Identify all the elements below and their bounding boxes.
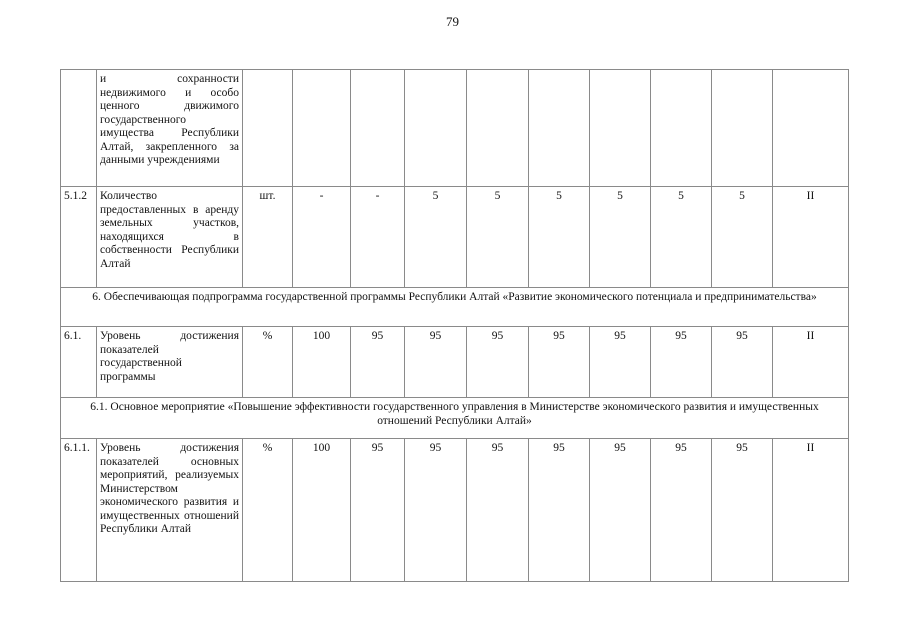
row-number: 5.1.2 xyxy=(61,187,97,288)
table-row xyxy=(61,70,849,187)
value-cell: 100 xyxy=(293,439,351,582)
row-number: 6.1.1. xyxy=(61,439,97,582)
unit-cell: % xyxy=(243,439,293,582)
value-cell: 95 xyxy=(651,439,712,582)
value-cell xyxy=(651,70,712,187)
value-cell xyxy=(405,70,467,187)
value-cell: 100 xyxy=(293,327,351,398)
value-cell: 95 xyxy=(712,439,773,582)
value-cell: 5 xyxy=(590,187,651,288)
section-header: 6. Обеспечивающая подпрограмма государственной программы Республики Алтай «Развитие экономического потенциала и предпринимательства» xyxy=(61,288,849,327)
value-cell xyxy=(351,70,405,187)
value-cell: - xyxy=(293,187,351,288)
value-cell: 95 xyxy=(529,439,590,582)
indicators-table xyxy=(60,69,849,582)
table-row xyxy=(61,398,849,439)
indicator-description: Уровень достижения показателей основных мероприятий, реализуемых Министерством экономического развития и имущественных отношений Республики Алтай xyxy=(97,439,243,582)
table-row xyxy=(61,187,849,288)
value-cell: 95 xyxy=(351,327,405,398)
table-row xyxy=(61,327,849,398)
value-cell: II xyxy=(773,327,849,398)
indicator-description: Количество предоставленных в аренду земельных участков, находящихся в собственности Республики Алтай xyxy=(97,187,243,288)
value-cell xyxy=(293,70,351,187)
value-cell: 95 xyxy=(529,327,590,398)
unit-cell: шт. xyxy=(243,187,293,288)
value-cell: 95 xyxy=(405,327,467,398)
value-cell xyxy=(529,70,590,187)
section-header: 6.1. Основное мероприятие «Повышение эффективности государственного управления в Министерстве экономического развития и имущественных отношений Республики Алтай» xyxy=(61,398,849,439)
value-cell: II xyxy=(773,187,849,288)
value-cell: 5 xyxy=(467,187,529,288)
value-cell: 95 xyxy=(712,327,773,398)
value-cell: 5 xyxy=(405,187,467,288)
value-cell: - xyxy=(351,187,405,288)
value-cell: 95 xyxy=(467,327,529,398)
value-cell xyxy=(773,70,849,187)
value-cell: 95 xyxy=(405,439,467,582)
value-cell: 5 xyxy=(651,187,712,288)
value-cell xyxy=(712,70,773,187)
page-number: 79 xyxy=(446,14,459,29)
row-number xyxy=(61,70,97,187)
value-cell: 95 xyxy=(590,327,651,398)
value-cell xyxy=(467,70,529,187)
value-cell: 5 xyxy=(529,187,590,288)
value-cell: 95 xyxy=(467,439,529,582)
row-number: 6.1. xyxy=(61,327,97,398)
value-cell: 95 xyxy=(590,439,651,582)
indicator-description: и сохранности недвижимого и особо ценного движимого государственного имущества Республики Алтай, закрепленного за данными учреждениями xyxy=(97,70,243,187)
table-row xyxy=(61,288,849,327)
value-cell xyxy=(590,70,651,187)
value-cell: 95 xyxy=(651,327,712,398)
unit-cell: % xyxy=(243,327,293,398)
table-row xyxy=(61,439,849,582)
value-cell: II xyxy=(773,439,849,582)
unit-cell xyxy=(243,70,293,187)
value-cell: 5 xyxy=(712,187,773,288)
indicator-description: Уровень достижения показателей государственной программы xyxy=(97,327,243,398)
value-cell: 95 xyxy=(351,439,405,582)
